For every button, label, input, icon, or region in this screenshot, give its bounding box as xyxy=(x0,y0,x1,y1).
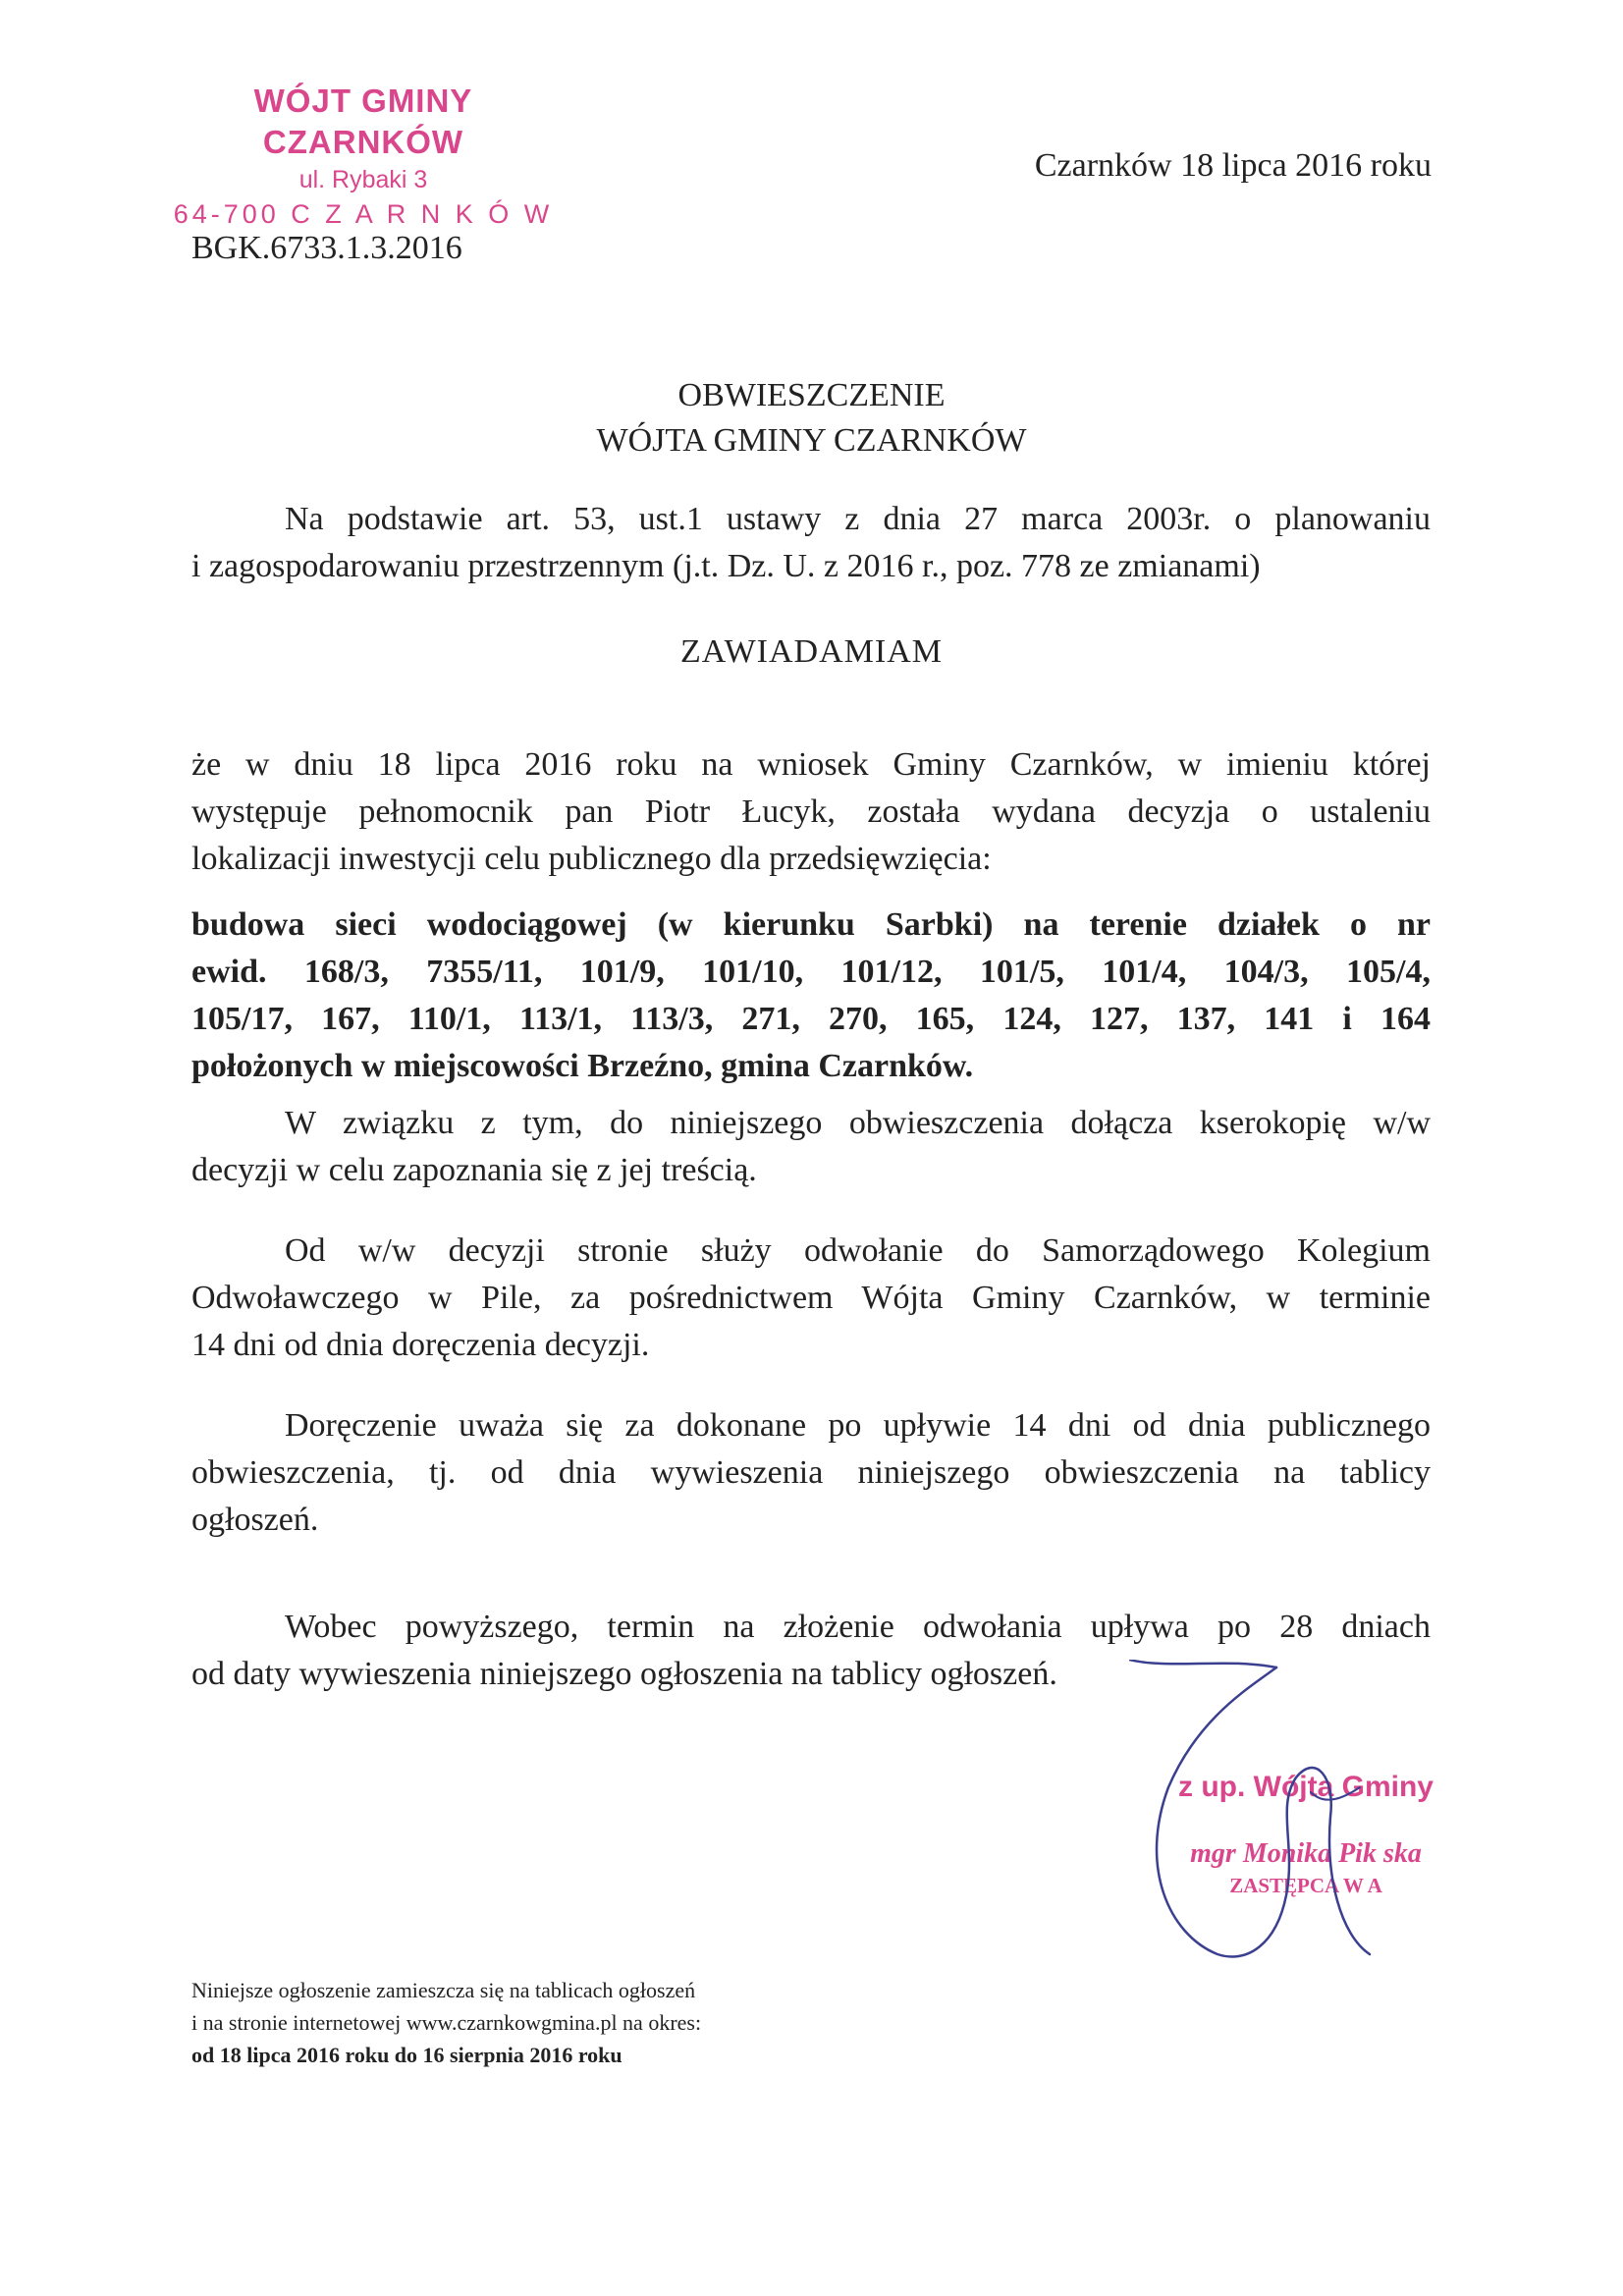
paragraph-line: Doręczenie uważa się za dokonane po upływie 14 dni od dnia publicznego xyxy=(285,1407,1431,1444)
paragraph-line: występuje pełnomocnik pan Piotr Łucyk, została wydana decyzja o ustaleniu xyxy=(191,793,1431,830)
paragraph-line: Na podstawie art. 53, ust.1 ustawy z dnia 27 marca 2003r. o planowaniu xyxy=(285,501,1431,537)
signature-stamp-line-1: z up. Wójta Gminy xyxy=(1178,1771,1434,1803)
paragraph-line: od daty wywieszenia niniejszego ogłoszenia na tablicy ogłoszeń. xyxy=(191,1656,1057,1692)
signature-stamp-line-2: mgr Monika Pik ska xyxy=(1190,1838,1422,1869)
paragraph-line: W związku z tym, do niniejszego obwieszczenia dołącza kserokopię w/w xyxy=(285,1105,1431,1141)
paragraph-line: ewid. 168/3, 7355/11, 101/9, 101/10, 101/12, 101/5, 101/4, 104/3, 105/4, xyxy=(191,954,1431,990)
paragraph-line: 14 dni od dnia doręczenia decyzji. xyxy=(191,1327,650,1363)
signature-stroke xyxy=(1129,1660,1276,1667)
paragraph-line: położonych w miejscowości Brzeźno, gmina Czarnków. xyxy=(191,1048,974,1084)
handwritten-signature xyxy=(1129,1660,1424,1964)
paragraph-line: lokalizacji inwestycji celu publicznego dla przedsięwzięcia: xyxy=(191,841,992,877)
paragraph-line: budowa sieci wodociągowej (w kierunku Sarbki) na terenie działek o nr xyxy=(191,906,1431,943)
paragraph-line: Od w/w decyzji stronie służy odwołanie do Samorządowego Kolegium xyxy=(285,1232,1431,1269)
decision-paragraph xyxy=(191,741,1431,883)
footer-line-3: od 18 lipca 2016 roku do 16 sierpnia 2016 roku xyxy=(191,2043,622,2067)
municipality-stamp xyxy=(157,81,569,232)
signature-stamp-line-3: ZASTĘPCA W A xyxy=(1229,1874,1382,1897)
document-date: Czarnków 18 lipca 2016 roku xyxy=(1034,147,1432,184)
appeal-paragraph xyxy=(191,1228,1431,1369)
paragraph-line: Wobec powyższego, termin na złożenie odwołania upływa po 28 dniach xyxy=(285,1609,1431,1645)
paragraph-line: ogłoszeń. xyxy=(191,1502,319,1538)
stamp-line-3: 64-700 C Z A R N K Ó W xyxy=(173,199,554,229)
paragraph-line: Odwoławczego w Pile, za pośrednictwem Wójta Gminy Czarnków, w terminie xyxy=(191,1280,1431,1316)
paragraph-line: decyzji w celu zapoznania się z jej treścią. xyxy=(191,1152,757,1188)
paragraph-line: obwieszczenia, tj. od dnia wywieszenia niniejszego obwieszczenia na tablicy xyxy=(191,1454,1431,1491)
footer-line-1: Niniejsze ogłoszenie zamieszcza się na tablicach ogłoszeń xyxy=(191,1978,696,2002)
reference-number: BGK.6733.1.3.2016 xyxy=(191,230,462,266)
delivery-paragraph xyxy=(191,1402,1431,1544)
footer-line-2: i na stronie internetowej www.czarnkowgmina.pl na okres: xyxy=(191,2010,702,2035)
stamp-line-2: ul. Rybaki 3 xyxy=(298,166,428,193)
signature-stroke xyxy=(1311,1787,1360,1800)
signature-stroke xyxy=(1157,1667,1370,1957)
paragraph-line: i zagospodarowaniu przestrzennym (j.t. Dz. U. z 2016 r., poz. 778 ze zmianami) xyxy=(191,548,1261,584)
document-subtitle: WÓJTA GMINY CZARNKÓW xyxy=(596,422,1027,459)
document-title: OBWIESZCZENIE xyxy=(677,377,946,413)
paragraph-line: że w dniu 18 lipca 2016 roku na wniosek Gminy Czarnków, w imieniu której xyxy=(191,746,1431,783)
publication-note xyxy=(191,1974,701,2071)
paragraph-line: 105/17, 167, 110/1, 113/1, 113/3, 271, 270, 165, 124, 127, 137, 141 i 164 xyxy=(191,1001,1431,1037)
stamp-line-1: WÓJT GMINY CZARNKÓW xyxy=(253,82,473,160)
investment-description xyxy=(191,902,1431,1090)
announcement-heading: ZAWIADAMIAM xyxy=(679,633,943,670)
attachment-paragraph xyxy=(191,1100,1431,1194)
legal-basis-paragraph xyxy=(191,496,1431,590)
